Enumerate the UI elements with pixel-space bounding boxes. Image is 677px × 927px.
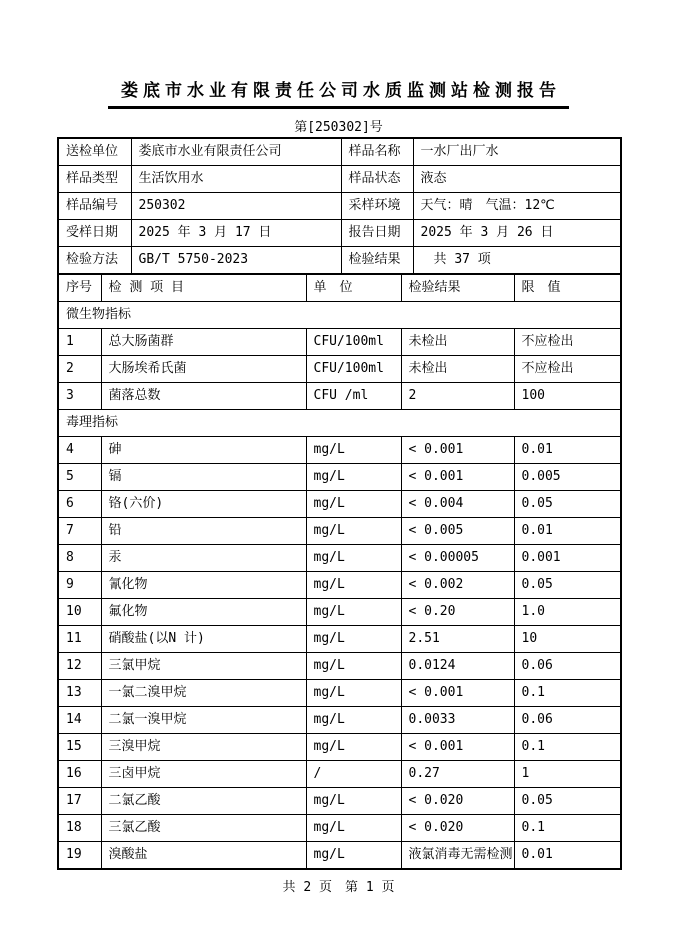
info-value: 共 37 项 [413,247,621,275]
result-cell: < 0.20 [401,599,514,626]
result-cell: < 0.001 [401,464,514,491]
unit-cell: / [306,761,401,788]
info-value: 天气：晴 气温：12℃ [413,193,621,220]
serial-cell: 19 [58,842,101,870]
serial-cell: 7 [58,518,101,545]
result-cell: < 0.00005 [401,545,514,572]
data-row [58,518,621,545]
info-value: 250302 [131,193,341,220]
data-row [58,815,621,842]
unit-cell: CFU/100ml [306,329,401,356]
header-limit: 限 值 [514,274,621,302]
unit-cell: mg/L [306,572,401,599]
serial-cell: 3 [58,383,101,410]
serial-cell: 2 [58,356,101,383]
data-row [58,329,621,356]
header-result: 检验结果 [401,274,514,302]
item-cell: 铬(六价) [101,491,306,518]
report-number: 第[250302]号 [294,120,383,135]
data-row [58,464,621,491]
unit-cell: mg/L [306,788,401,815]
limit-cell: 0.01 [514,437,621,464]
limit-cell: 10 [514,626,621,653]
info-value: 2025 年 3 月 17 日 [131,220,341,247]
unit-cell: mg/L [306,815,401,842]
limit-cell: 0.1 [514,815,621,842]
page-footer: 共 2 页 第 1 页 [282,880,395,895]
result-cell: 未检出 [401,329,514,356]
limit-cell: 0.001 [514,545,621,572]
data-row [58,599,621,626]
limit-cell: 0.1 [514,734,621,761]
data-row [58,572,621,599]
results-table [57,273,622,870]
unit-cell: CFU /ml [306,383,401,410]
info-label: 样品类型 [58,166,131,193]
serial-cell: 8 [58,545,101,572]
limit-cell: 不应检出 [514,329,621,356]
limit-cell: 0.06 [514,653,621,680]
info-value: 液态 [413,166,621,193]
unit-cell: mg/L [306,734,401,761]
serial-cell: 1 [58,329,101,356]
page-title: 娄底市水业有限责任公司水质监测站检测报告 [108,76,569,109]
info-label: 样品编号 [58,193,131,220]
data-row [58,734,621,761]
serial-cell: 15 [58,734,101,761]
info-row [58,247,621,275]
serial-cell: 17 [58,788,101,815]
info-table-body [58,138,621,274]
info-value: 一水厂出厂水 [413,138,621,166]
unit-cell: mg/L [306,518,401,545]
data-row [58,842,621,870]
result-cell: 0.0033 [401,707,514,734]
section-row [58,302,621,329]
result-cell: < 0.005 [401,518,514,545]
data-row [58,680,621,707]
item-cell: 溴酸盐 [101,842,306,870]
item-cell: 三溴甲烷 [101,734,306,761]
unit-cell: mg/L [306,653,401,680]
serial-cell: 10 [58,599,101,626]
result-cell: 未检出 [401,356,514,383]
result-cell: 2.51 [401,626,514,653]
limit-cell: 0.05 [514,491,621,518]
unit-cell: mg/L [306,680,401,707]
unit-cell: mg/L [306,491,401,518]
data-row [58,383,621,410]
data-row [58,356,621,383]
result-cell: < 0.004 [401,491,514,518]
info-row [58,220,621,247]
info-value: 娄底市水业有限责任公司 [131,138,341,166]
title-wrap [0,76,677,109]
result-cell: < 0.001 [401,734,514,761]
item-cell: 大肠埃希氏菌 [101,356,306,383]
section-label: 毒理指标 [58,410,621,437]
result-cell: < 0.020 [401,788,514,815]
limit-cell: 0.01 [514,842,621,870]
info-label: 样品状态 [341,166,413,193]
info-value: GB/T 5750-2023 [131,247,341,275]
result-cell: < 0.001 [401,437,514,464]
data-row [58,761,621,788]
item-cell: 总大肠菌群 [101,329,306,356]
info-label: 采样环境 [341,193,413,220]
header-serial: 序号 [58,274,101,302]
serial-cell: 12 [58,653,101,680]
data-row [58,788,621,815]
limit-cell: 0.1 [514,680,621,707]
info-label: 样品名称 [341,138,413,166]
info-label: 送检单位 [58,138,131,166]
item-cell: 三卤甲烷 [101,761,306,788]
detail-table-body [58,274,621,869]
data-row [58,653,621,680]
info-value: 2025 年 3 月 26 日 [413,220,621,247]
result-cell: 液氯消毒无需检测 [401,842,514,870]
unit-cell: mg/L [306,842,401,870]
unit-cell: CFU/100ml [306,356,401,383]
report-content [57,137,620,895]
info-row [58,193,621,220]
info-label: 检验结果 [341,247,413,275]
limit-cell: 0.05 [514,788,621,815]
item-cell: 氟化物 [101,599,306,626]
unit-cell: mg/L [306,707,401,734]
item-cell: 氰化物 [101,572,306,599]
unit-cell: mg/L [306,464,401,491]
info-row [58,138,621,166]
info-label: 报告日期 [341,220,413,247]
limit-cell: 0.06 [514,707,621,734]
data-row [58,707,621,734]
data-row [58,491,621,518]
serial-cell: 16 [58,761,101,788]
item-cell: 砷 [101,437,306,464]
info-value: 生活饮用水 [131,166,341,193]
unit-cell: mg/L [306,437,401,464]
info-label: 受样日期 [58,220,131,247]
result-cell: 0.27 [401,761,514,788]
serial-cell: 18 [58,815,101,842]
item-cell: 镉 [101,464,306,491]
unit-cell: mg/L [306,545,401,572]
item-cell: 二氯一溴甲烷 [101,707,306,734]
unit-cell: mg/L [306,599,401,626]
result-cell: < 0.020 [401,815,514,842]
limit-cell: 0.01 [514,518,621,545]
info-label: 检验方法 [58,247,131,275]
serial-cell: 11 [58,626,101,653]
sample-info-table [57,137,622,275]
section-label: 微生物指标 [58,302,621,329]
item-cell: 汞 [101,545,306,572]
section-row [58,410,621,437]
limit-cell: 0.05 [514,572,621,599]
result-cell: 0.0124 [401,653,514,680]
limit-cell: 100 [514,383,621,410]
limit-cell: 1 [514,761,621,788]
serial-cell: 5 [58,464,101,491]
result-cell: < 0.001 [401,680,514,707]
serial-cell: 4 [58,437,101,464]
limit-cell: 0.005 [514,464,621,491]
header-item: 检 测 项 目 [101,274,306,302]
item-cell: 二氯乙酸 [101,788,306,815]
column-header-row [58,274,621,302]
serial-cell: 9 [58,572,101,599]
result-cell: 2 [401,383,514,410]
item-cell: 三氯乙酸 [101,815,306,842]
limit-cell: 1.0 [514,599,621,626]
item-cell: 铅 [101,518,306,545]
item-cell: 三氯甲烷 [101,653,306,680]
limit-cell: 不应检出 [514,356,621,383]
item-cell: 菌落总数 [101,383,306,410]
item-cell: 一氯二溴甲烷 [101,680,306,707]
data-row [58,626,621,653]
header-unit: 单 位 [306,274,401,302]
data-row [58,545,621,572]
result-cell: < 0.002 [401,572,514,599]
unit-cell: mg/L [306,626,401,653]
info-row [58,166,621,193]
serial-cell: 14 [58,707,101,734]
serial-cell: 6 [58,491,101,518]
item-cell: 硝酸盐(以N 计) [101,626,306,653]
data-row [58,437,621,464]
serial-cell: 13 [58,680,101,707]
